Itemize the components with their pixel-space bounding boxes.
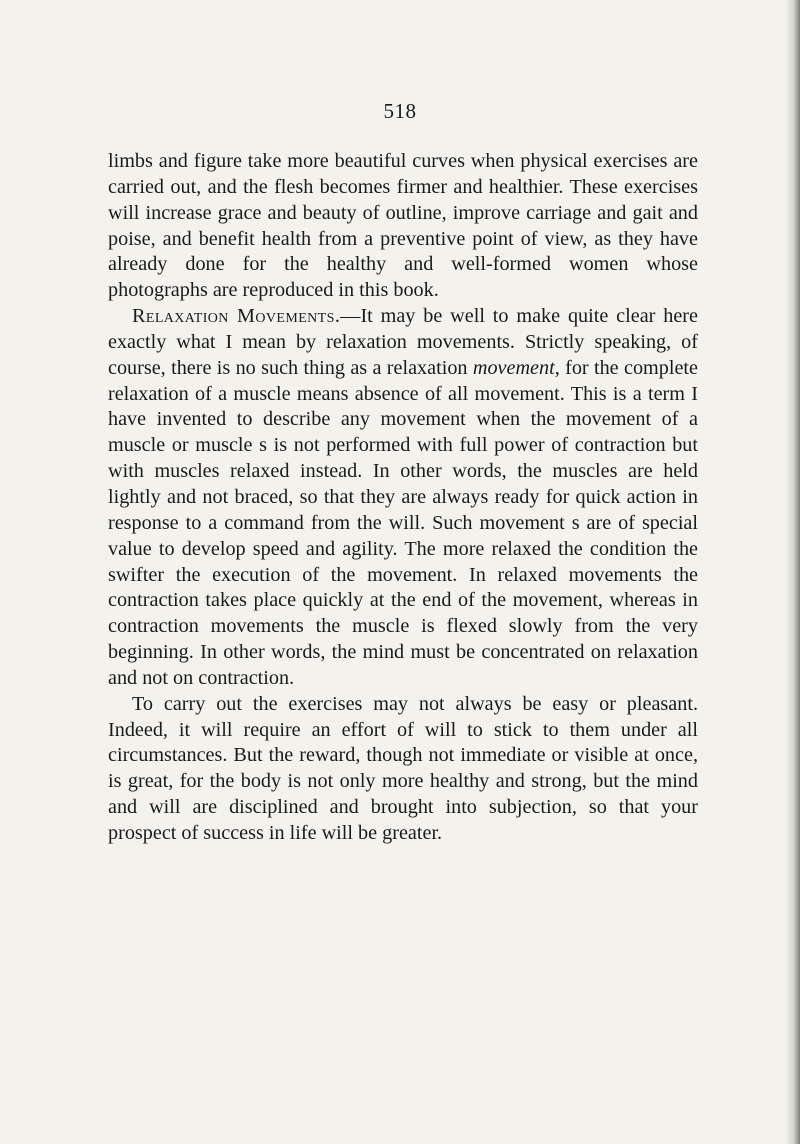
paragraph-1: limbs and figure take more beautiful curves when physical exercises are carried out, and the flesh becomes firmer and healthier. These exercises will increase grace and beauty of outline, improve carriage and gait and poise, and benefit health from a preventive point of view, as they have already done for the healthy and well-formed women whose photographs are reproduced in this book.: [108, 150, 698, 302]
paragraph-2-text-end: , for the complete relaxation of a muscle means absence of all movement. This is a term I have invented to describe any movement when the movement of a muscle or muscle s is not performed with full power of contraction but with muscles relaxed instead. In other words, the muscles are held lightly and not braced, so that they are always ready for quick action in response to a command from the will. Such movement s are of special value to develop speed and agility. The more relaxed the condition the swifter the execution of the movement. In relaxed movements the contraction takes place quickly at the end of the movement, whereas in contraction movements the muscle is flexed slowly from the very beginning. In other words, the mind must be concentrated on relaxation and not on contraction.: [108, 356, 698, 689]
paragraph-3: To carry out the exercises may not always be easy or pleasant. Indeed, it will require an effort of will to stick to them under all circumstances. But the reward, though not immediate or visible at once, is great, for the body is not only more healthy and strong, but the mind and will are disciplined and brought into subjection, so that your prospect of success in life will be greater.: [108, 692, 698, 844]
emphasized-word: movement: [472, 356, 555, 379]
page-number: 518: [383, 99, 417, 123]
paragraph-2-text-start: —It may be well to make quite clear here exactly what I mean by relaxation movements. Strictly speaking, of course, there is no such thing as a relaxation: [108, 305, 698, 379]
page-edge-shadow: [786, 0, 800, 1144]
section-heading: Relaxation Movements.: [132, 305, 341, 328]
paragraph-2: [108, 304, 698, 692]
body-text: [108, 149, 698, 847]
